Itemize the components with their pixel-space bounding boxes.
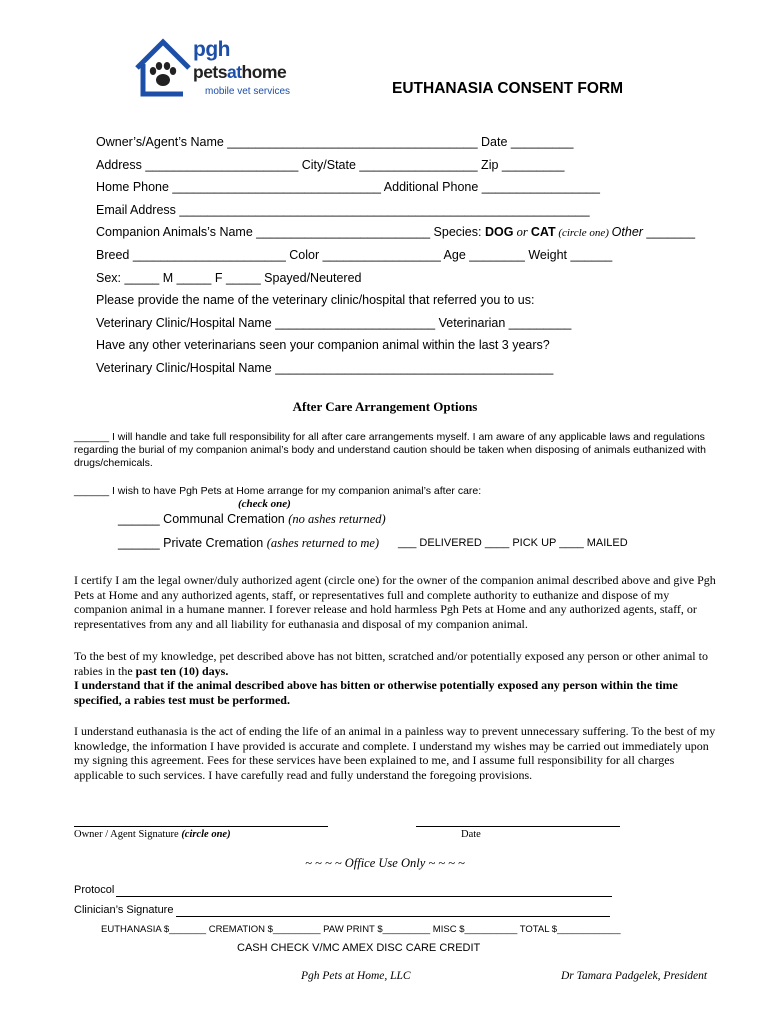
- aftercare-option-self[interactable]: ______ I will handle and take full responsibility for all after care arrangements myself. I am aware of any applicable laws and regulations regarding the burial of my companion animal’s body and understand caution should be taken when disposing of animals euthanized with drugs/chemicals.: [74, 431, 706, 469]
- footer-company: Pgh Pets at Home, LLC: [301, 970, 411, 982]
- animal-name-field[interactable]: Companion Animals’s Name _________________________ Species: DOG or CAT (circle one) Other _______: [96, 225, 696, 239]
- logo-tagline: mobile vet services: [205, 86, 291, 97]
- delivery-options[interactable]: ___ DELIVERED ____ PICK UP ____ MAILED: [398, 537, 628, 549]
- logo-petsathome: petsathome: [193, 62, 287, 82]
- protocol-label: Protocol: [74, 884, 115, 896]
- breed-field[interactable]: Breed ______________________ Color _________________ Age ________ Weight ______: [96, 248, 613, 262]
- rabies-paragraph: To the best of my knowledge, pet described above has not bitten, scratched and/or potentially exposed any person or other animal to rabies in the past ten (10) days. I understand that if the animal described above has bitten or otherwise potentially exposed any person within the time specified, a rabies test must be performed.: [74, 649, 708, 707]
- phone-field[interactable]: Home Phone ______________________________ Additional Phone _________________: [96, 180, 600, 194]
- clinician-signature-line[interactable]: [176, 916, 610, 917]
- owner-signature-label: Owner / Agent Signature (circle one): [74, 829, 231, 840]
- sex-field[interactable]: Sex: _____ M _____ F _____ Spayed/Neutered: [96, 271, 362, 285]
- other-vets-question: Have any other veterinarians seen your companion animal within the last 3 years?: [96, 338, 550, 352]
- date-field[interactable]: Date _________: [481, 135, 574, 149]
- referral-question: Please provide the name of the veterinary clinic/hospital that referred you to us:: [96, 293, 535, 307]
- footer-president: Dr Tamara Padgelek, President: [561, 970, 708, 982]
- owner-name-field[interactable]: Owner’s/Agent’s Name ____________________________________: [96, 135, 478, 149]
- address-field[interactable]: Address ______________________ City/State _________________ Zip _________: [96, 158, 565, 172]
- logo-pgh: pgh: [193, 38, 230, 61]
- private-cremation-option[interactable]: ______ Private Cremation (ashes returned to me): [118, 536, 380, 550]
- understanding-paragraph: I understand euthanasia is the act of ending the life of an animal in a painless way to prevent unnecessary suffering. To the best of my knowledge, the information I have provided is accurate and complete. I understand my wishes may be carried out immediately upon my signing this agreement. Fees for these services have been explained to me, and I assume full responsibility for all charges applicable to such services. I have carefully read and fully understand the foregoing provisions.: [74, 724, 716, 782]
- date-signature-label: Date: [461, 829, 481, 840]
- payment-methods[interactable]: CASH CHECK V/MC AMEX DISC CARE CREDIT: [237, 942, 481, 954]
- communal-cremation-option[interactable]: ______ Communal Cremation (no ashes returned): [118, 512, 386, 526]
- form-title: EUTHANASIA CONSENT FORM: [392, 80, 624, 97]
- other-clinic-field[interactable]: Veterinary Clinic/Hospital Name ________________________________________: [96, 361, 554, 375]
- clinician-signature-label: Clinician’s Signature: [74, 904, 174, 916]
- email-field[interactable]: Email Address ___________________________________________________________: [96, 203, 590, 217]
- fees-row[interactable]: EUTHANASIA $_______ CREMATION $_________ PAW PRINT $_________ MISC $__________ TOTAL $____________: [101, 924, 621, 935]
- aftercare-heading: After Care Arrangement Options: [292, 399, 478, 414]
- owner-signature-line[interactable]: [74, 826, 328, 827]
- house-paw-icon: [133, 38, 197, 100]
- check-one-label: (check one): [238, 498, 291, 510]
- office-use-heading: ~ ~ ~ ~ Office Use Only ~ ~ ~ ~: [305, 856, 465, 870]
- referral-clinic-field[interactable]: Veterinary Clinic/Hospital Name _______________________ Veterinarian _________: [96, 316, 572, 330]
- company-logo: [133, 38, 323, 102]
- aftercare-option-arrange[interactable]: ______ I wish to have Pgh Pets at Home arrange for my companion animal’s after care:: [74, 485, 482, 497]
- date-signature-line[interactable]: [416, 826, 620, 827]
- protocol-line[interactable]: [116, 896, 612, 897]
- certify-paragraph: I certify I am the legal owner/duly authorized agent (circle one) for the owner of the companion animal described above and give Pgh Pets at Home and any authorized agents, staff, or representatives full and complete authority to euthanize and dispose of my companion animal in a humane manner. I forever release and hold harmless Pgh Pets at Home and any authorized agents, staff, or representatives from any and all liability for euthanasia and disposal of my companion animal.: [74, 573, 716, 631]
